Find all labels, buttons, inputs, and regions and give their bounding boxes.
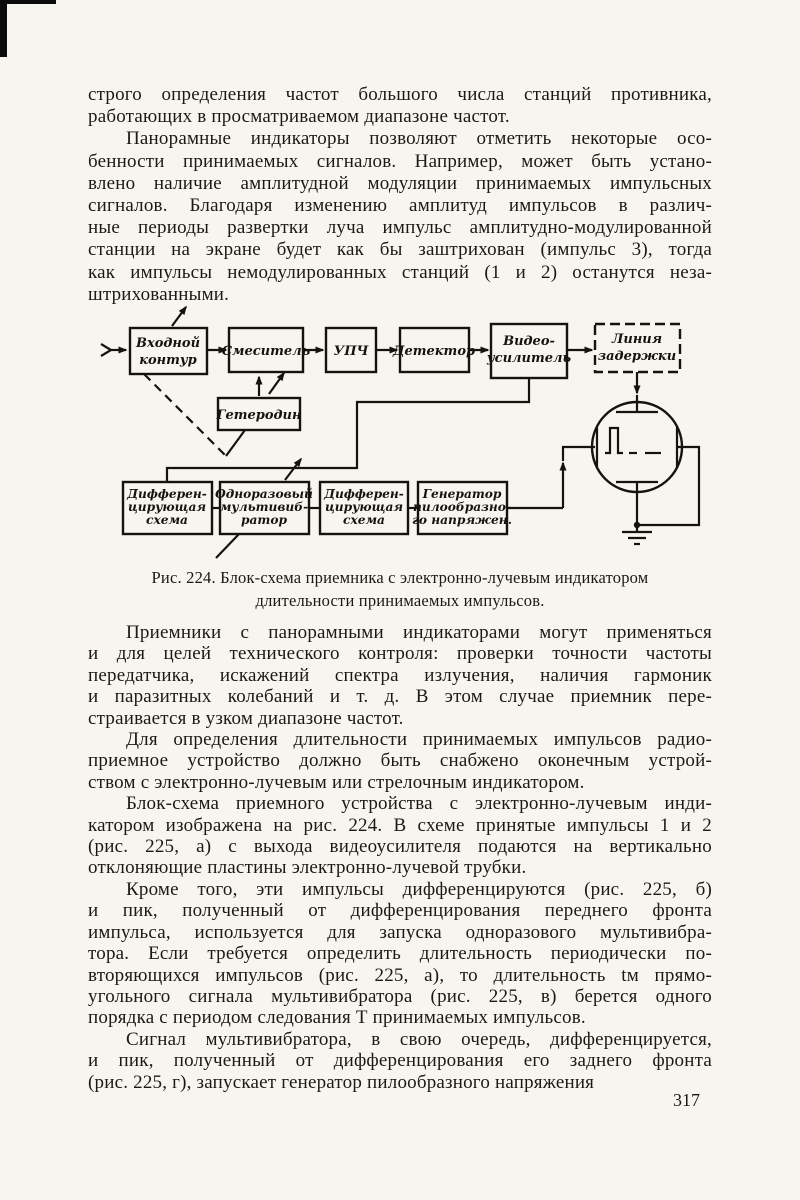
text-line: станции на экране будет как бы заштрихован (импульс 3), тогда [88, 239, 712, 261]
label-mixer: Смеситель [221, 344, 311, 359]
text-line: передатчика, искажений спектра излучения, наличия гармоник [88, 664, 712, 686]
text-line: и паразитных колебаний и т. д. В этом случае приемник пере- [88, 686, 712, 708]
tuning-arrow-lo [269, 373, 284, 394]
text-line: Блок-схема приемного устройства с электронно-лучевым инди- [126, 793, 712, 815]
text-line: Панорамные индикаторы позволяют отметить некоторые осо- [126, 128, 712, 150]
label-local-oscillator: Гетеродин [216, 408, 302, 423]
label-gen-2: пилообразно- [413, 500, 511, 514]
text-line: Приемники с панорамными индикаторами могут применяться [126, 622, 712, 643]
text-line: ством с электронно-лучевым или стрелочным индикатором. [88, 771, 585, 793]
text-line: ные периоды развертки луча импульс амплитудно-модулированной [88, 217, 712, 239]
label-diff1-1: Дифферен- [127, 487, 207, 501]
text-line: импульса, используется для запуска одноразового мультивибра- [88, 921, 712, 943]
label-if-amplifier: УПЧ [333, 344, 369, 359]
text-line: как импульсы немодулированных станций (1 и 2) останутся неза- [88, 261, 712, 283]
page-number: 317 [673, 1090, 700, 1110]
body-text-top [88, 84, 712, 306]
crt-icon [592, 402, 682, 492]
text-line: штрихованными. [88, 283, 230, 305]
label-video-amplifier: Видео- [503, 334, 555, 349]
text-line: (рис. 225, а) с выхода видеоусилителя подаются на вертикально [88, 836, 712, 858]
tuning-arrow-input [172, 307, 186, 326]
label-diff1-3: схема [146, 513, 188, 527]
text-line: (рис. 225, г), запускает генератор пилообразного напряжения [88, 1071, 595, 1093]
label-diff2-2: цирующая [324, 500, 404, 514]
crt-right-plate-return-wire [640, 447, 699, 525]
figure-caption-line1: Рис. 224. Блок-схема приемника с электронно-лучевым индикатором [151, 568, 649, 587]
label-detector: Детектор [392, 344, 476, 359]
gang-tuning-dashed-link [144, 374, 226, 456]
body-text-bottom [88, 622, 712, 1093]
label-input-circuit: Входной [135, 336, 201, 351]
wire-gen-plate [563, 447, 595, 461]
text-line: влено наличие амплитудной модуляции принимаемых импульсных [88, 172, 712, 194]
tuning-arrow-multivibrator [285, 459, 301, 480]
label-diff2-3: схема [343, 513, 385, 527]
text-line: и для целей технического контроля: проверки точности частоты [88, 643, 712, 665]
text-line: вторяющихся импульсов (рис. 225, а), то длительность tм прямо- [88, 964, 712, 986]
text-line: порядка с периодом следования Т принимаемых импульсов. [88, 1007, 586, 1029]
label-mv-3: ратор [241, 513, 287, 527]
text-line: сигналов. Благодаря изменению амплитуд импульсов в различ- [88, 195, 712, 217]
text-line: строго определения частот большого числа станций противника, [88, 84, 712, 105]
text-line: Для определения длительности принимаемых импульсов радио- [126, 729, 712, 751]
label-delay-line-2: задержки [597, 349, 677, 364]
label-mv-2: мультивиб- [219, 500, 309, 514]
text-line: угольного сигнала мультивибратора (рис. 225, в) берется одного [88, 985, 712, 1007]
label-video-amplifier-2: усилитель [486, 351, 572, 366]
block-diagram-figure [88, 300, 703, 566]
label-mv-1: Одноразовый [215, 487, 313, 501]
label-diff1-2: цирующая [127, 500, 207, 514]
text-line: Сигнал мультивибратора, в свою очередь, дифференцируется, [126, 1028, 712, 1050]
figure-caption-line2: длительности принимаемых импульсов. [255, 591, 545, 610]
text-line: Кроме того, эти импульсы дифференцируются (рис. 225, б) [126, 878, 712, 900]
text-line: работающих в просматриваемом диапазоне частот. [88, 106, 510, 128]
text-line: приемное устройство должно быть снабжено оконечным устрой- [88, 750, 712, 772]
label-delay-line: Линия [611, 332, 663, 347]
scan-edge-artifact-horizontal [0, 0, 56, 4]
label-diff2-1: Дифферен- [324, 487, 404, 501]
junction-dot [634, 522, 640, 528]
gang-tuning-link-bottom [216, 534, 239, 558]
text-line: страивается в узком диапазоне частот. [88, 707, 404, 729]
pulse-trace-icon [605, 428, 623, 453]
text-line: отклоняющие пластины электронно-лучевой трубки. [88, 857, 527, 879]
text-line: тора. Если требуется определить длительность периодически по- [88, 943, 712, 965]
gang-tuning-link-end [226, 430, 245, 456]
text-line: и пик, полученный от дифференцирования переднего фронта [88, 900, 712, 922]
text-line: бенности принимаемых сигналов. Например, может быть устано- [88, 150, 712, 172]
label-input-circuit-2: контур [139, 353, 197, 368]
label-gen-1: Генератор [422, 487, 502, 501]
figure-caption [88, 566, 712, 612]
antenna-icon [101, 344, 111, 356]
text-line: катором изображена на рис. 224. В схеме принятые импульсы 1 и 2 [88, 814, 712, 836]
scan-edge-artifact-vertical [0, 0, 7, 57]
text-line: и пик, полученный от дифференцирования его заднего фронта [88, 1050, 712, 1072]
label-gen-3: го напряжен. [412, 513, 512, 527]
